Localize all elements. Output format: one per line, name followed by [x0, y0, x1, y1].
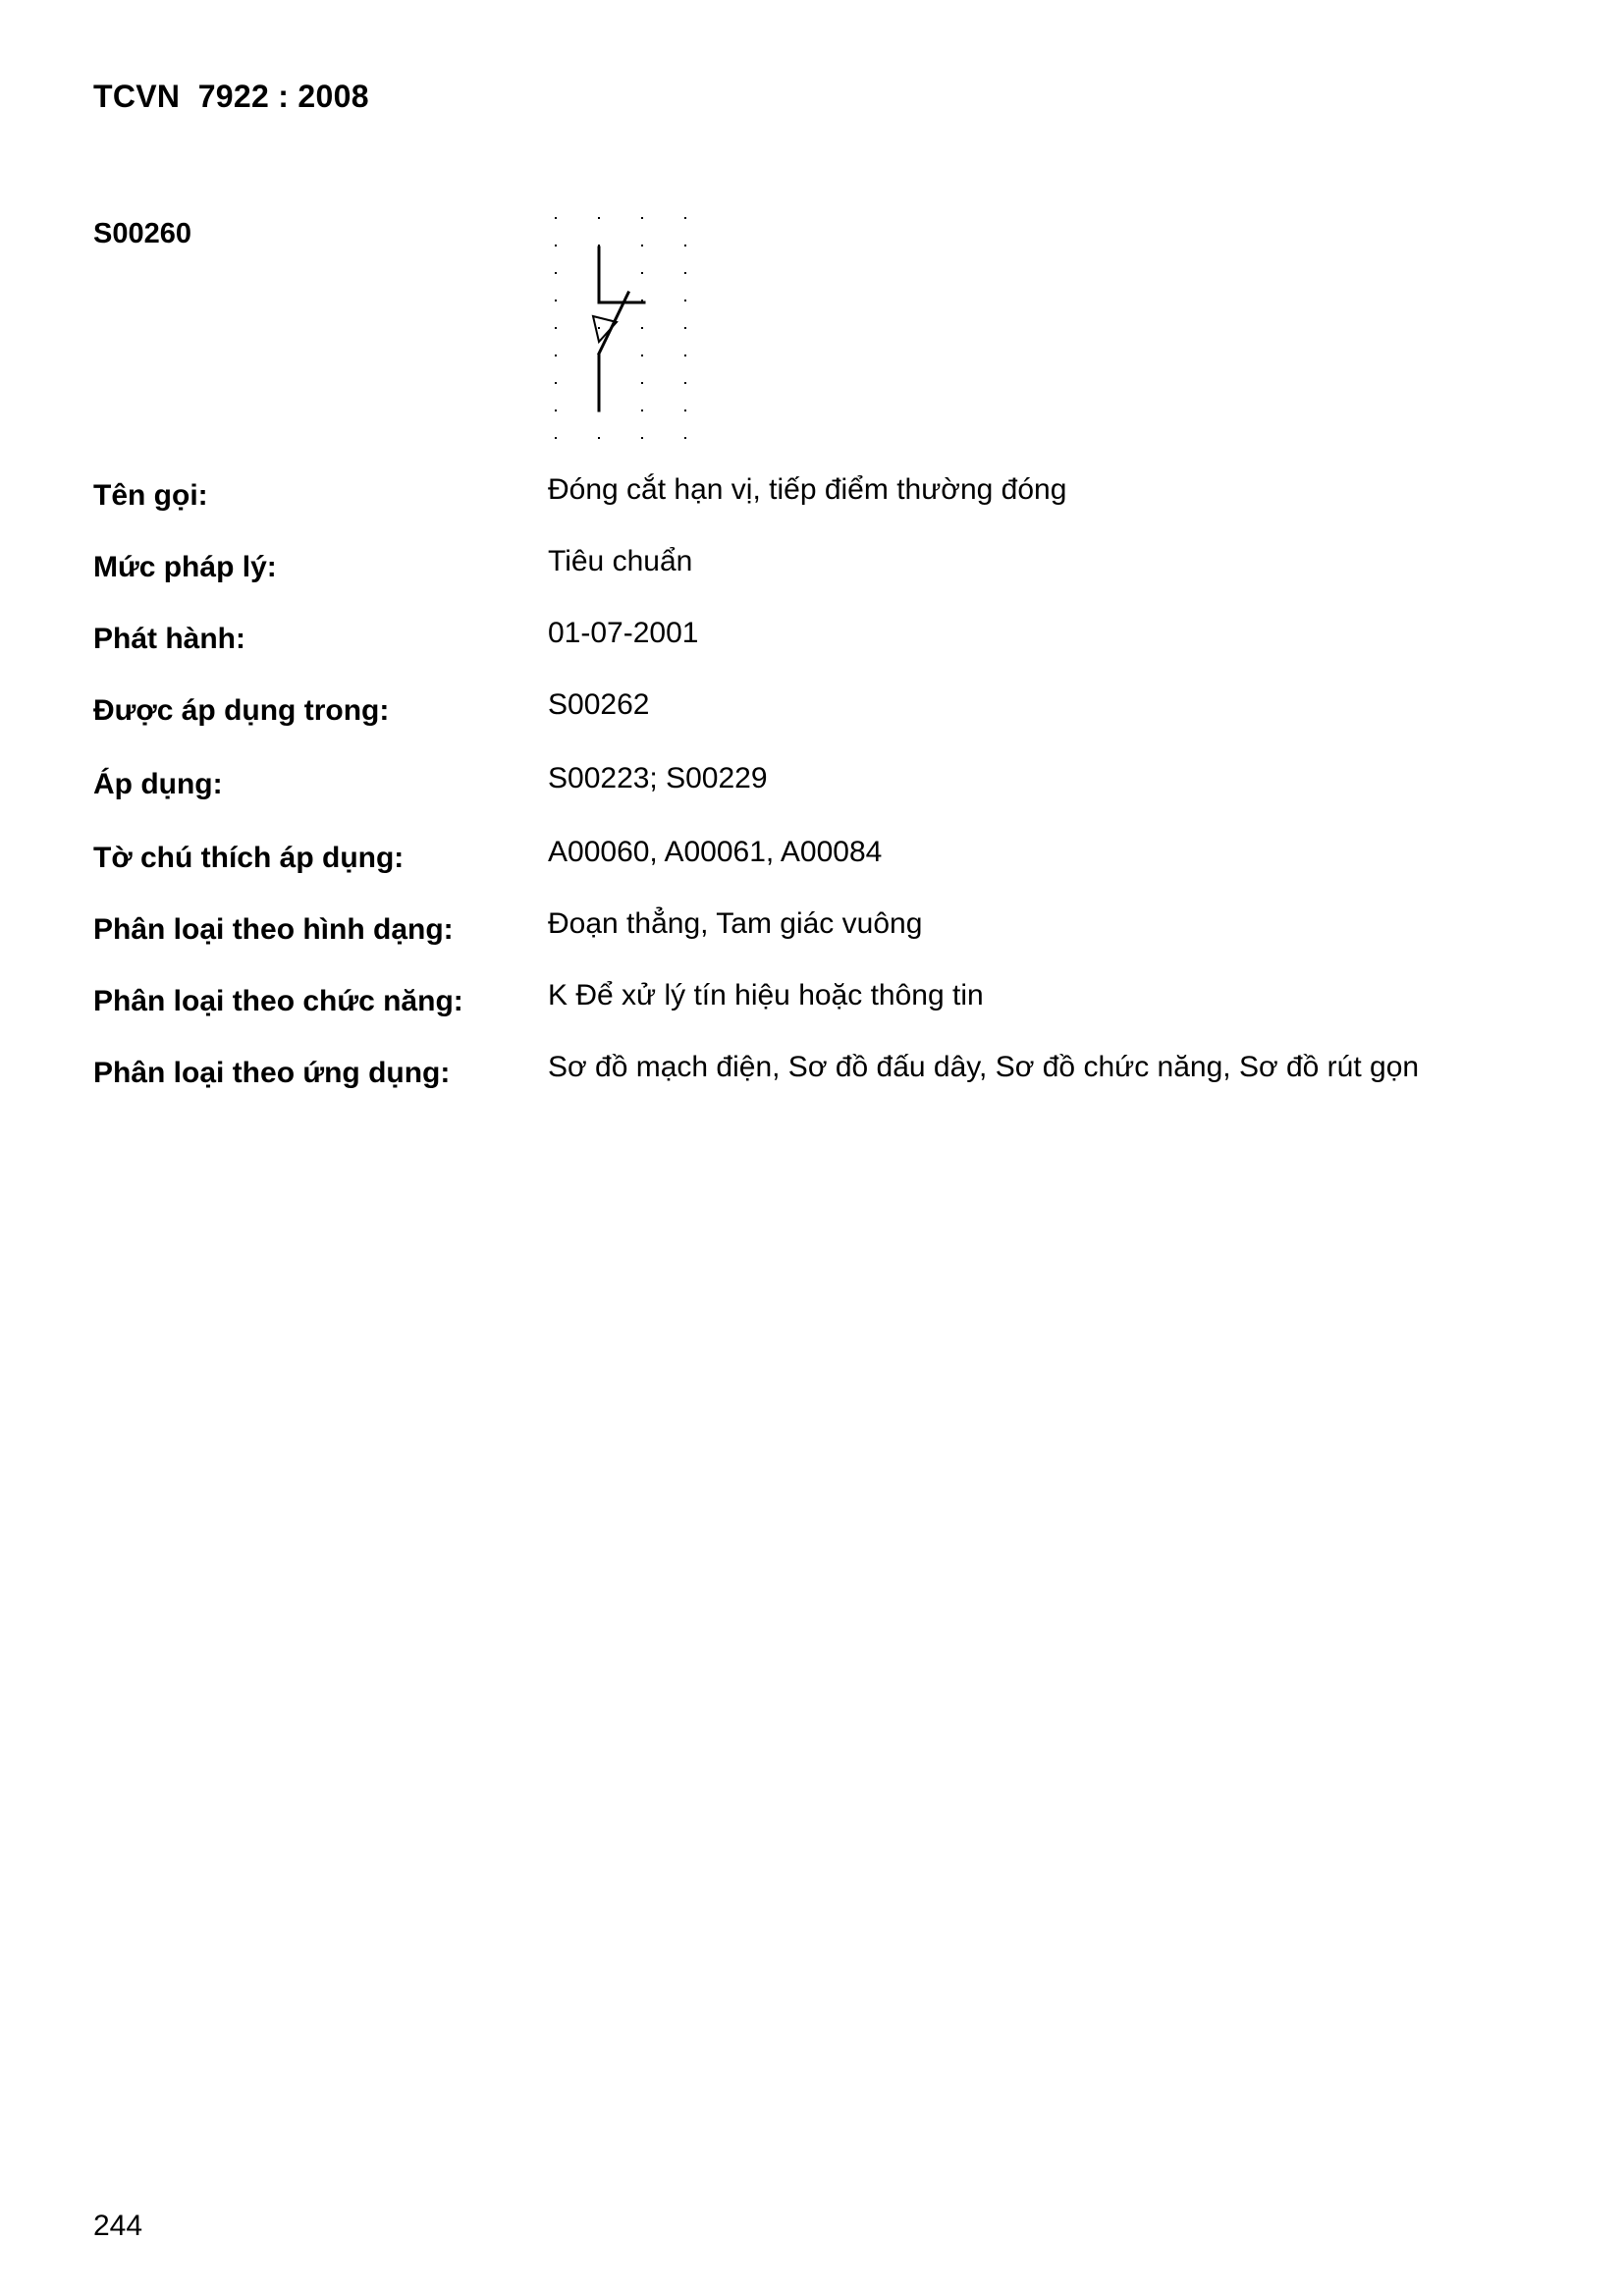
- property-value: K Để xử lý tín hiệu hoặc thông tin: [548, 979, 984, 1011]
- grid-dot: [684, 217, 686, 219]
- symbol-actuator-triangle: [593, 316, 617, 342]
- property-value: A00060, A00061, A00084: [548, 836, 883, 868]
- grid-dot: [555, 355, 557, 356]
- grid-dot: [641, 410, 643, 411]
- grid-dot: [555, 272, 557, 274]
- standard-title: TCVN 7922 : 2008: [93, 79, 369, 114]
- symbol-code: S00260: [93, 218, 191, 249]
- property-row-applies: [93, 762, 1546, 836]
- grid-dot: [641, 272, 643, 274]
- property-list: [93, 473, 1546, 1122]
- grid-dot: [555, 245, 557, 246]
- grid-dot: [684, 327, 686, 329]
- grid-dot: [555, 410, 557, 411]
- grid-dot: [684, 382, 686, 384]
- page-number: 244: [93, 2210, 143, 2242]
- property-label: Mức pháp lý:: [93, 551, 277, 583]
- grid-dot: [684, 410, 686, 411]
- grid-dot: [555, 382, 557, 384]
- property-value: S00223; S00229: [548, 762, 768, 794]
- grid-dot: [598, 217, 600, 219]
- grid-dot: [641, 437, 643, 439]
- property-label: Phân loại theo chức năng:: [93, 985, 463, 1017]
- grid-dot: [641, 382, 643, 384]
- property-value: Đoạn thẳng, Tam giác vuông: [548, 907, 923, 940]
- grid-dot: [555, 300, 557, 301]
- property-label: Áp dụng:: [93, 768, 223, 800]
- property-value: Sơ đồ mạch điện, Sơ đồ đấu dây, Sơ đồ chức năng, Sơ đồ rút gọn: [548, 1051, 1420, 1083]
- grid-dot: [641, 245, 643, 246]
- property-label: Phát hành:: [93, 623, 245, 655]
- property-value: 01-07-2001: [548, 617, 699, 649]
- property-label: Tên gọi:: [93, 479, 208, 512]
- grid-dot: [555, 327, 557, 329]
- property-row-applied-in: [93, 688, 1546, 762]
- grid-dot: [555, 437, 557, 439]
- property-row-application-class: [93, 1051, 1546, 1122]
- property-row-function-class: [93, 979, 1546, 1051]
- grid-dot: [684, 272, 686, 274]
- property-row-shape-class: [93, 907, 1546, 979]
- property-label: Được áp dụng trong:: [93, 694, 390, 727]
- symbol-grid-dots: [555, 217, 686, 439]
- property-value: Đóng cắt hạn vị, tiếp điểm thường đóng: [548, 473, 1067, 506]
- grid-dot: [641, 327, 643, 329]
- property-row-issued: [93, 617, 1546, 688]
- property-value: S00262: [548, 688, 650, 721]
- grid-dot: [598, 437, 600, 439]
- property-label: Phân loại theo ứng dụng:: [93, 1057, 451, 1089]
- grid-dot: [555, 217, 557, 219]
- grid-dot: [641, 355, 643, 356]
- grid-dot: [684, 437, 686, 439]
- property-value: Tiêu chuẩn: [548, 545, 693, 577]
- symbol-contact-lines: [599, 247, 644, 410]
- property-label: Tờ chú thích áp dụng:: [93, 842, 405, 874]
- property-label: Phân loại theo hình dạng:: [93, 913, 454, 946]
- grid-dot: [684, 245, 686, 246]
- grid-dot: [641, 217, 643, 219]
- limit-switch-normally-closed-contact-icon: [538, 206, 705, 452]
- property-row-name: [93, 473, 1546, 545]
- property-row-application-notes: [93, 836, 1546, 907]
- grid-dot: [684, 300, 686, 301]
- property-row-legal-level: [93, 545, 1546, 617]
- grid-dot: [598, 327, 600, 329]
- grid-dot: [684, 355, 686, 356]
